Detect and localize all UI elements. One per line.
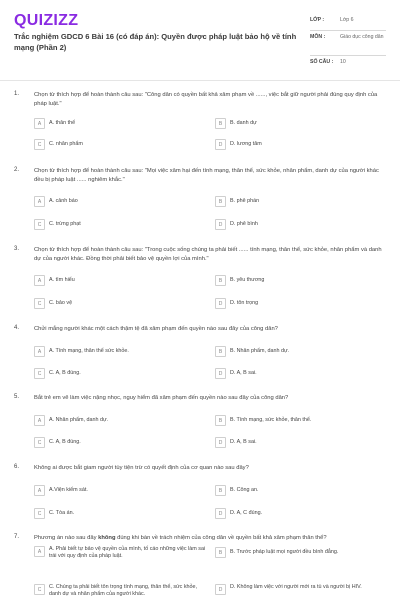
meta-row-class xyxy=(310,14,386,31)
worksheet-header xyxy=(14,10,386,70)
option-text: A. Nhân phẩm, danh dự. xyxy=(49,417,109,423)
option-letter: C xyxy=(34,219,45,230)
answer-option[interactable] xyxy=(215,584,387,596)
question-item xyxy=(14,91,388,157)
question-text xyxy=(34,534,386,543)
option-letter: C xyxy=(34,368,45,379)
answer-option[interactable] xyxy=(215,298,258,310)
option-text: D. A, B sai. xyxy=(230,370,257,376)
option-text: A. Tính mạng, thân thể sức khỏe. xyxy=(49,348,129,354)
option-text: B. danh dự xyxy=(230,120,257,126)
question-item xyxy=(14,534,388,600)
option-letter: A xyxy=(34,196,45,207)
option-text: C. bảo vệ xyxy=(49,300,73,306)
option-text: C. nhân phẩm xyxy=(49,141,83,147)
question-item xyxy=(14,325,388,381)
option-letter: B xyxy=(215,275,226,286)
question-text: Chọn từ thích hợp để hoàn thành câu sau: "Trong cuộc sống chúng ta phải biết ...... tính mạng, thân thể, sức khỏe, nhân phẩm và danh dự của người khác. Đồng thời phải biết bảo vệ quyền lợi của mình." xyxy=(34,247,382,262)
option-text: B. Trước pháp luật mọi người đều bình đẳng. xyxy=(230,549,339,555)
option-text: C. A, B đúng. xyxy=(49,439,81,445)
question-number: 5. xyxy=(14,394,20,400)
answer-option[interactable] xyxy=(215,508,262,520)
option-letter: D xyxy=(215,437,226,448)
answer-option[interactable] xyxy=(34,584,206,596)
worksheet-title: Trắc nghiệm GDCD 6 Bài 16 (có đáp án): Quyền được pháp luật bảo hộ về tính mạng (Phần 2) xyxy=(14,32,297,52)
option-letter: D xyxy=(215,368,226,379)
option-letter: C xyxy=(34,437,45,448)
question-text: Chọn từ thích hợp để hoàn thành câu sau: "Công dân có quyền bất khả xâm phạm về ......, việc bắt giữ người phải đúng quy định của pháp luật." xyxy=(34,92,378,107)
option-letter: B xyxy=(215,346,226,357)
answer-option[interactable] xyxy=(34,196,78,208)
question-text-part: đúng khi bàn về trách nhiệm của công dân về quyền bất khả xâm phạm thân thể? xyxy=(115,535,327,541)
answer-option[interactable] xyxy=(215,346,289,358)
answer-option[interactable] xyxy=(215,118,257,130)
option-letter: D xyxy=(215,584,226,595)
quizizz-logo[interactable]: QUIZIZZ xyxy=(14,12,79,29)
question-text-part: Phương án nào sau đây xyxy=(34,535,99,541)
option-text: D. lương tâm xyxy=(230,141,262,147)
option-text: A.Viện kiểm sát. xyxy=(49,487,88,493)
question-number: 1. xyxy=(14,91,20,97)
option-letter: D xyxy=(215,139,226,150)
option-letter: C xyxy=(34,139,45,150)
option-letter: A xyxy=(34,346,45,357)
meta-value: Giáo dục công dân xyxy=(340,34,384,40)
question-text: Không ai được bắt giam người tùy tiện trừ có quyết định của cơ quan nào sau đây? xyxy=(34,465,249,471)
answer-option[interactable] xyxy=(34,139,83,151)
option-letter: A xyxy=(34,118,45,129)
meta-key: LỚP : xyxy=(310,17,325,23)
answer-option[interactable] xyxy=(34,219,81,231)
question-text-emphasis: không xyxy=(98,535,116,541)
option-text: C. A, B đúng. xyxy=(49,370,81,376)
option-text: D. A, B sai. xyxy=(230,439,257,445)
option-text: A. cảnh báo xyxy=(49,198,78,204)
question-text: Bắt trẻ em vẽ làm việc nặng nhọc, nguy hiểm đã xâm phạm đến quyền nào sau đây của công dân? xyxy=(34,395,289,401)
answer-option[interactable] xyxy=(34,485,88,497)
answer-option[interactable] xyxy=(215,437,257,449)
option-text: D. tôn trọng xyxy=(230,300,259,306)
answer-option[interactable] xyxy=(215,485,258,497)
meta-value: 10 xyxy=(340,59,346,65)
question-number: 6. xyxy=(14,464,20,470)
option-letter: A xyxy=(34,485,45,496)
answer-option[interactable] xyxy=(215,139,262,151)
meta-row-subject xyxy=(310,31,386,56)
option-text: B. phê phán xyxy=(230,198,260,204)
answer-option[interactable] xyxy=(34,275,75,287)
question-number: 4. xyxy=(14,325,20,331)
option-letter: D xyxy=(215,219,226,230)
option-letter: A xyxy=(34,546,45,557)
option-text: B. yêu thương xyxy=(230,277,265,283)
option-text: A. tìm hiểu xyxy=(49,277,75,283)
option-letter: A xyxy=(34,275,45,286)
option-text: B. Nhân phẩm, danh dự. xyxy=(230,348,290,354)
option-letter: B xyxy=(215,118,226,129)
option-letter: D xyxy=(215,298,226,309)
meta-key: MÔN : xyxy=(310,34,326,40)
question-number: 2. xyxy=(14,167,20,173)
option-letter: C xyxy=(34,298,45,309)
option-text: C. Chúng ta phải biết tôn trọng tính mạng, thân thể, sức khỏe, danh dự và nhân phẩm của người khác. xyxy=(49,584,198,597)
option-letter: C xyxy=(34,508,45,519)
answer-option[interactable] xyxy=(34,118,75,130)
question-number: 7. xyxy=(14,534,20,540)
question-item xyxy=(14,167,388,233)
answer-option[interactable] xyxy=(34,546,206,558)
answer-option[interactable] xyxy=(215,196,259,208)
option-text: B. Công an. xyxy=(230,487,259,493)
answer-option[interactable] xyxy=(34,368,81,380)
question-item xyxy=(14,464,388,520)
worksheet-meta-table xyxy=(310,14,386,72)
answer-option[interactable] xyxy=(34,298,72,310)
meta-row-count xyxy=(310,56,386,72)
answer-option[interactable] xyxy=(215,219,258,231)
answer-option[interactable] xyxy=(34,508,74,520)
option-text: A. Phải biết tự bảo vệ quyền của mình, tố cáo những việc làm sai trái với quy định của pháp luật. xyxy=(49,546,206,559)
option-letter: A xyxy=(34,415,45,426)
meta-key: SỐ CÂU : xyxy=(310,59,334,65)
answer-option[interactable] xyxy=(34,437,81,449)
option-text: D. phê bình xyxy=(230,221,258,227)
option-letter: B xyxy=(215,196,226,207)
option-text: D. A, C đúng. xyxy=(230,510,263,516)
option-letter: B xyxy=(215,547,226,558)
answer-option[interactable] xyxy=(215,415,311,427)
question-item xyxy=(14,246,388,312)
answer-option[interactable] xyxy=(215,275,264,287)
option-letter: B xyxy=(215,415,226,426)
option-letter: D xyxy=(215,508,226,519)
option-text: A. thân thể xyxy=(49,120,76,126)
question-text: Chửi mắng người khác một cách thậm tệ đã xâm phạm đến quyền nào sau đây của công dân? xyxy=(34,326,278,332)
question-text: Chọn từ thích hợp để hoàn thành câu sau: "Mọi việc xâm hại đến tính mạng, thân thể, sức khỏe, nhân phẩm, danh dự của người khác đều bị pháp luật ...... nghiêm khắc." xyxy=(34,168,379,183)
option-text: B. Tính mạng, sức khỏe, thân thể. xyxy=(230,417,312,423)
meta-value: Lớp 6 xyxy=(340,17,354,23)
answer-option[interactable] xyxy=(215,547,387,559)
option-text: C. trừng phạt xyxy=(49,221,81,227)
answer-option[interactable] xyxy=(215,368,257,380)
option-letter: C xyxy=(34,584,45,595)
answer-option[interactable] xyxy=(34,346,129,358)
answer-option[interactable] xyxy=(34,415,108,427)
question-item xyxy=(14,394,388,450)
option-text: D. Không làm việc với người mới ra tù và người bị HIV. xyxy=(230,584,362,590)
header-divider xyxy=(0,80,400,81)
option-text: C. Tòa án. xyxy=(49,510,75,516)
option-letter: B xyxy=(215,485,226,496)
question-number: 3. xyxy=(14,246,20,252)
